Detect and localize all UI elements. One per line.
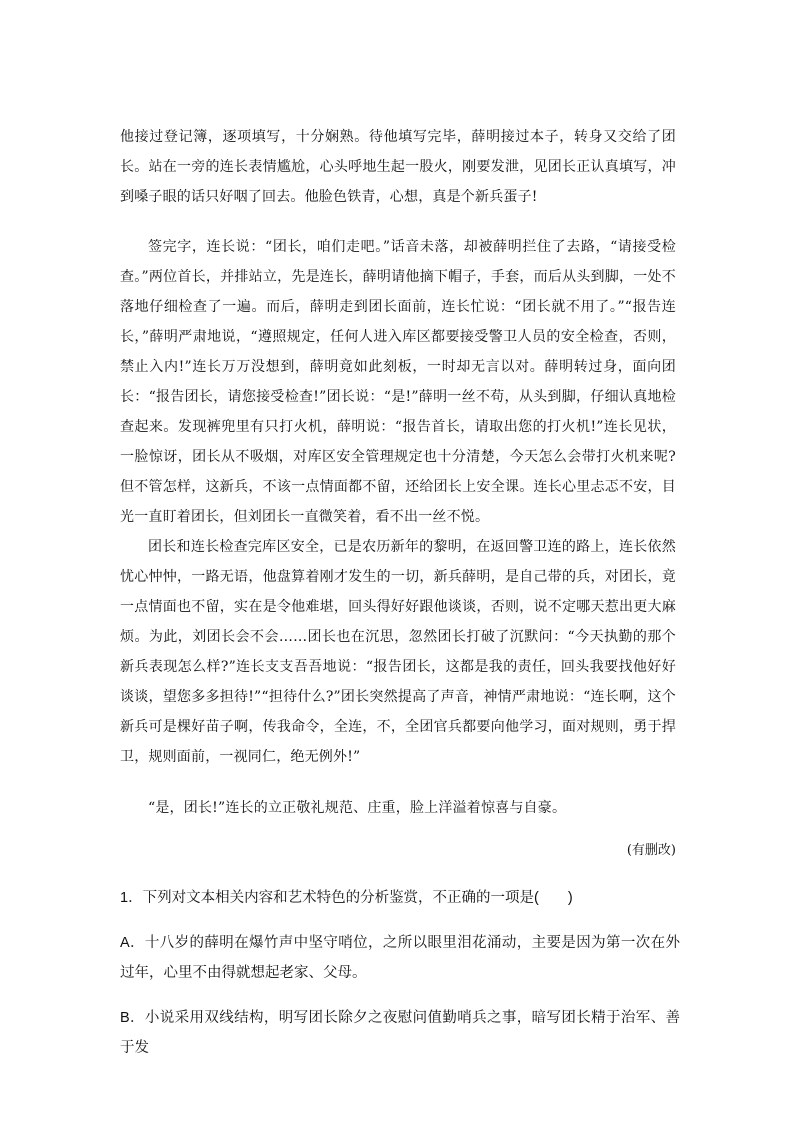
option-b: B．小说采用双线结构，明写团长除夕之夜慰问值勤哨兵之事，暗写团长精于治军、善于发 (120, 1010, 680, 1056)
passage-paragraph-1: 他接过登记簿，逐项填写，十分娴熟。待他填写完毕，薛明接过本子，转身又交给了团长。站在一旁的连长表情尴尬，心头呼地生起一股火，刚要发泄，见团长正认真填写，冲到嗓子眼的话只好咽了回去。他脸色铁青，心想，真是个新兵蛋子! (120, 129, 676, 205)
option-a: A．十八岁的薛明在爆竹声中坚守哨位，之所以眼里泪花涌动，主要是因为第一次在外过年，心里不由得就想起老家、父母。 (120, 935, 680, 981)
question-stem: 1．下列对文本相关内容和艺术特色的分析鉴赏，不正确的一项是( ) (120, 890, 573, 906)
passage-paragraph-3: 团长和连长检查完库区安全，已是农历新年的黎明，在返回警卫连的路上，连长依然忧心忡忡，一路无语，他盘算着刚才发生的一切，新兵薛明，是自己带的兵，对团长，竟一点情面也不留，实在是令他难堪，回头得好好跟他谈谈，否则，说不定哪天惹出更大麻烦。为此，刘团长会不会……团长也在沉思，忽然团长打破了沉默问：“今天执勤的那个新兵表现怎么样?”连长支支吾吾地说：“报告团长，这都是我的责任，回头我要找他好好谈谈，望您多多担待!”“担待什么?”团长突然提高了声音，神情严肃地说：“连长啊，这个新兵可是棵好苗子啊，传我命令，全连，不，全团官兵都要向他学习，面对规则，勇于捍卫，规则面前，一视同仁，绝无例外!” (120, 539, 676, 765)
passage-paragraph-2: 签完字，连长说：“团长，咱们走吧。”话音未落，却被薛明拦住了去路，“请接受检查。”两位首长，并排站立，先是连长，薛明请他摘下帽子，手套，而后从头到脚，一处不落地仔细检查了一遍。而后，薛明走到团长面前，连长忙说：“团长就不用了。”“报告连长，”薛明严肃地说，“遵照规定，任何人进入库区都要接受警卫人员的安全检查，否则，禁止入内!”连长万万没想到，薛明竟如此刻板，一时却无言以对。薛明转过身，面向团长：“报告团长，请您接受检查!”团长说：“是!”薛明一丝不苟，从头到脚，仔细认真地检查起来。发现裤兜里有只打火机，薛明说：“报告首长，请取出您的打火机!”连长见状，一脸惊讶，团长从不吸烟，对库区安全管理规定也十分清楚，今天怎么会带打火机来呢?但不管怎样，这新兵，不该一点情面都不留，还给团长上安全课。连长心里忐忑不安，目光一直盯着团长，但刘团长一直微笑着，看不出一丝不悦。 (120, 239, 676, 525)
source-note: (有删改) (626, 843, 676, 858)
passage-paragraph-4: “是，团长!”连长的立正敬礼规范、庄重，脸上洋溢着惊喜与自豪。 (148, 800, 567, 816)
